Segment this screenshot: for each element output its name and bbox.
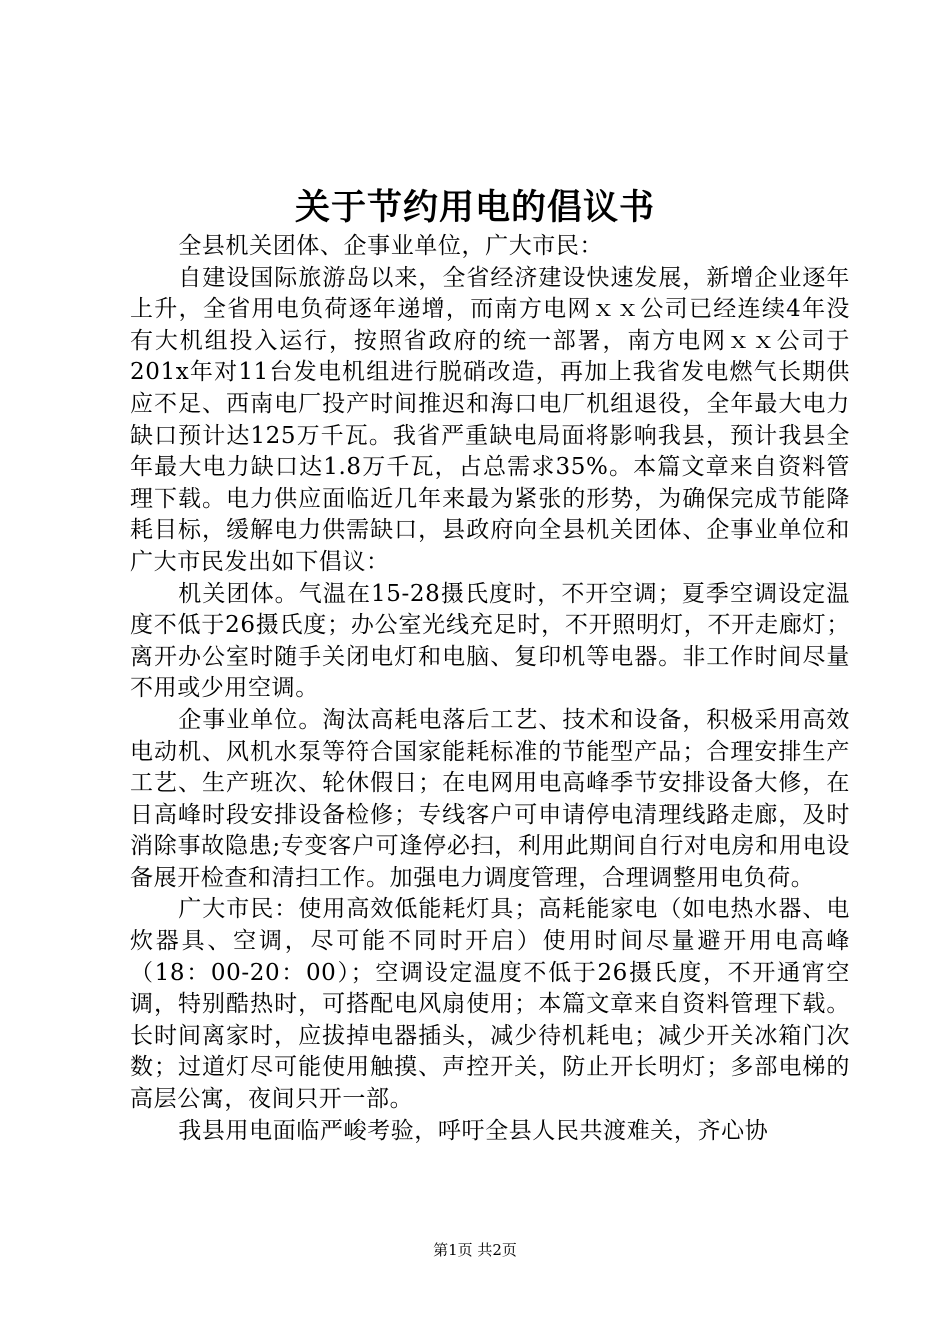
paragraph-government-agencies: 机关团体。气温在15-28摄氏度时，不开空调；夏季空调设定温度不低于26摄氏度；办公室光线充足时，不开照明灯，不开走廊灯；离开办公室时随手关闭电灯和电脑、复印机等电器。非工作时间尽量不用或少用空调。	[130, 580, 850, 702]
document-title: 关于节约用电的倡议书	[294, 187, 655, 228]
page-number-footer: 第1页 共2页	[433, 1241, 517, 1259]
paragraph-citizens: 广大市民：使用高效低能耗灯具；高耗能家电（如电热水器、电炊器具、空调，尽可能不同时开启）使用时间尽量避开用电高峰（18：00-20：00）；空调设定温度不低于26摄氏度，不开通宵空调，特别酷热时，可搭配电风扇使用；本篇文章来自资料管理下载。长时间离家时，应拔掉电器插头，减少待机耗电；减少开关冰箱门次数；过道灯尽可能使用触摸、声控开关，防止开长明灯；多部电梯的高层公寓，夜间只开一部。	[130, 896, 850, 1113]
document-body	[130, 231, 850, 1147]
paragraph-enterprises: 企事业单位。淘汰高耗电落后工艺、技术和设备，积极采用高效电动机、风机水泵等符合国家能耗标准的节能型产品；合理安排生产工艺、生产班次、轮休假日；在电网用电高峰季节安排设备大修，在日高峰时段安排设备检修；专线客户可申请停电清理线路走廊，及时消除事故隐患;专变客户可逢停必扫，利用此期间自行对电房和用电设备展开检查和清扫工作。加强电力调度管理，合理调整用电负荷。	[130, 706, 850, 891]
paragraph-closing: 我县用电面临严峻考验，呼吁全县人民共渡难关，齐心协	[178, 1117, 769, 1144]
paragraph-background: 自建设国际旅游岛以来，全省经济建设快速发展，新增企业逐年上升，全省用电负荷逐年递增，而南方电网ｘｘ公司已经连续4年没有大机组投入运行，按照省政府的统一部署，南方电网ｘｘ公司于201x年对11台发电机组进行脱硝改造，再加上我省发电燃气长期供应不足、西南电厂投产时间推迟和海口电厂机组退役，全年最大电力缺口预计达125万千瓦。我省严重缺电局面将影响我县，预计我县全年最大电力缺口达1.8万千瓦，占总需求35%。本篇文章来自资料管理下载。电力供应面临近几年来最为紧张的形势，为确保完成节能降耗目标，缓解电力供需缺口，县政府向全县机关团体、企事业单位和广大市民发出如下倡议：	[130, 264, 850, 575]
salutation: 全县机关团体、企事业单位，广大市民：	[178, 233, 604, 259]
